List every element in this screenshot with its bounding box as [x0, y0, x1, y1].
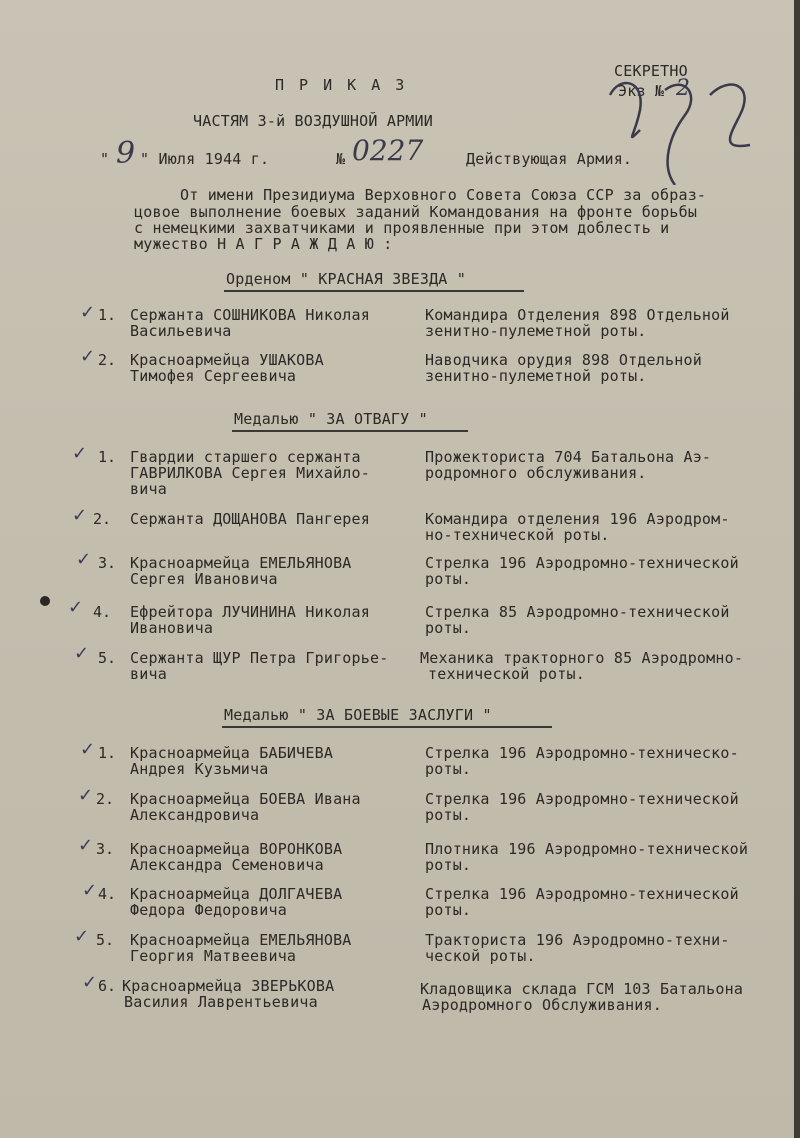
check-mark: ✓ [82, 972, 98, 993]
check-mark: ✓ [72, 505, 88, 526]
item-number: 2. [93, 510, 112, 528]
order-number: 0227 [352, 134, 424, 167]
item-number: 4. [93, 603, 112, 621]
award-role: Командира Отделения 898 Отдельной [425, 306, 730, 324]
award-name: вича [130, 665, 167, 683]
hole-punch-mark [40, 596, 50, 606]
award-name: Георгия Матвеевича [130, 947, 297, 965]
award-role: Стрелка 196 Аэродромно-технической [425, 885, 739, 903]
preamble-line: цовое выполнение боевых заданий Командования на фронте борьбы [134, 203, 698, 221]
check-mark: ✓ [80, 739, 96, 760]
item-number: 4. [98, 885, 117, 903]
item-number: 1. [98, 744, 117, 762]
copy-label: Экз № [618, 82, 665, 100]
award-role: ческой роты. [425, 947, 536, 965]
place-text: Действующая Армия. [466, 150, 633, 168]
award-role: Стрелка 196 Аэродромно-технической [425, 554, 739, 572]
item-number: 1. [98, 448, 117, 466]
item-number: 5. [98, 649, 117, 667]
award-role: Аэродромного Обслуживания. [422, 996, 662, 1014]
award-role: технической роты. [428, 665, 585, 683]
secret-stamp: СЕКРЕТНО [614, 62, 688, 80]
award-role: Стрелка 196 Аэродромно-техническо- [425, 744, 739, 762]
award-name: Тимофея Сергеевича [130, 367, 297, 385]
award-role: роты. [425, 901, 472, 919]
check-mark: ✓ [80, 302, 96, 323]
check-mark: ✓ [78, 785, 94, 806]
award-name: Красноармейца УШАКОВА [130, 351, 324, 369]
award-role: роты. [425, 760, 472, 778]
award-role: зенитно-пулеметной роты. [425, 367, 647, 385]
award-name: Гвардии старшего сержанта [130, 448, 361, 466]
check-mark: ✓ [78, 835, 94, 856]
award-name: Федора Федоровича [130, 901, 287, 919]
award-role: роты. [425, 806, 472, 824]
date-text: " Июля 1944 г. [140, 150, 270, 168]
award-name: Василия Лаврентьевича [124, 993, 318, 1011]
order-number-label: № [336, 150, 346, 168]
award-role: Механика тракторного 85 Аэродромно- [420, 649, 744, 667]
award-name: Красноармейца ДОЛГАЧЕВА [130, 885, 343, 903]
award-name: Красноармейца ЗВЕРЬКОВА [122, 977, 335, 995]
check-mark: ✓ [68, 597, 84, 618]
check-mark: ✓ [74, 643, 90, 664]
preamble-line: От имени Президиума Верховного Совета Союза ССР за образ- [180, 186, 707, 204]
award-role: Командира отделения 196 Аэродром- [425, 510, 730, 528]
award-role: роты. [425, 856, 472, 874]
award-role: роты. [425, 619, 472, 637]
check-mark: ✓ [74, 926, 90, 947]
item-number: 1. [98, 306, 117, 324]
award-role: Тракториста 196 Аэродромно-техни- [425, 931, 730, 949]
item-number: 2. [98, 351, 117, 369]
award-role: Стрелка 196 Аэродромно-технической [425, 790, 739, 808]
award-name: Красноармейца БОЕВА Ивана [130, 790, 361, 808]
item-number: 6. [98, 977, 117, 995]
page-title: П Р И К А З [275, 76, 408, 94]
check-mark: ✓ [76, 549, 92, 570]
check-mark: ✓ [82, 880, 98, 901]
item-number: 3. [98, 554, 117, 572]
section-underline [222, 726, 552, 728]
copy-number: 2 [676, 76, 690, 101]
award-name: Красноармейца БАБИЧЕВА [130, 744, 334, 762]
item-number: 5. [96, 931, 115, 949]
award-name: Александровича [130, 806, 260, 824]
award-role: зенитно-пулеметной роты. [425, 322, 647, 340]
award-name: Сержанта СОШНИКОВА Николая [130, 306, 370, 324]
award-name: вича [130, 480, 167, 498]
check-mark: ✓ [80, 346, 96, 367]
award-name: Александра Семеновича [130, 856, 324, 874]
award-role: роты. [425, 570, 472, 588]
award-name: Сергея Ивановича [130, 570, 278, 588]
section-underline [224, 290, 524, 292]
award-name: Ивановича [130, 619, 214, 637]
section-title: Медалью " ЗА ОТВАГУ " [234, 410, 428, 428]
item-number: 2. [96, 790, 115, 808]
award-name: Сержанта ЩУР Петра Григорье- [130, 649, 389, 667]
page-subtitle: ЧАСТЯМ 3-й ВОЗДУШНОЙ АРМИИ [193, 112, 433, 130]
date-quote: " [100, 150, 110, 168]
award-name: Красноармейца ЕМЕЛЬЯНОВА [130, 931, 352, 949]
check-mark: ✓ [72, 443, 88, 464]
award-role: Наводчика орудия 898 Отдельной [425, 351, 702, 369]
award-name: Андрея Кузьмича [130, 760, 269, 778]
award-role: Стрелка 85 Аэродромно-технической [425, 603, 730, 621]
page-edge-shadow [794, 0, 800, 1138]
date-day: 9 [116, 136, 136, 171]
award-name: Сержанта ДОЩАНОВА Пангерея [130, 510, 370, 528]
award-role: Кладовщика склада ГСМ 103 Батальона [420, 980, 744, 998]
preamble-line: с немецкими захватчиками и проявленные при этом доблесть и [134, 219, 670, 237]
section-title: Медалью " ЗА БОЕВЫЕ ЗАСЛУГИ " [224, 706, 492, 724]
item-number: 3. [96, 840, 115, 858]
award-role: Прожекториста 704 Батальона Аэ- [425, 448, 712, 466]
award-role: Плотника 196 Аэродромно-технической [425, 840, 749, 858]
award-name: Ефрейтора ЛУЧИНИНА Николая [130, 603, 370, 621]
award-name: Васильевича [130, 322, 232, 340]
award-name: Красноармейца ВОРОНКОВА [130, 840, 343, 858]
award-name: ГАВРИЛКОВА Сергея Михайло- [130, 464, 370, 482]
section-title: Орденом " КРАСНАЯ ЗВЕЗДА " [226, 270, 466, 288]
preamble-line: мужество Н А Г Р А Ж Д А Ю : [134, 235, 393, 253]
award-name: Красноармейца ЕМЕЛЬЯНОВА [130, 554, 352, 572]
section-underline [232, 430, 468, 432]
award-role: но-технической роты. [425, 526, 610, 544]
award-role: родромного обслуживания. [425, 464, 647, 482]
